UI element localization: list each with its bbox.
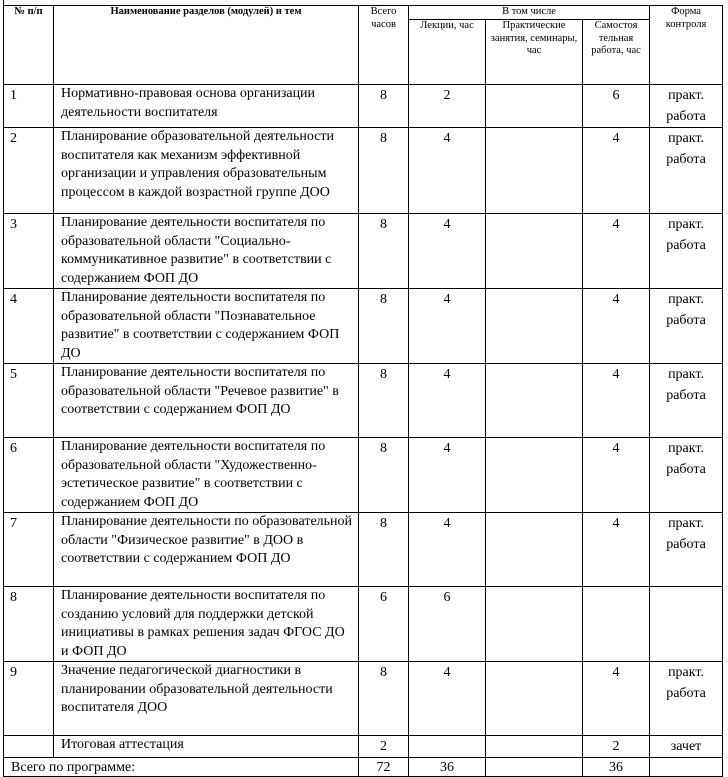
row-total-hours: 8 (359, 289, 409, 364)
row-lectures: 4 (409, 438, 486, 513)
table-row (4, 662, 723, 736)
row-name: Планирование деятельности по образовательной области "Физическое развитие" в ДОО в соответствии с содержанием ФОП ДО (54, 513, 359, 587)
row-self-study: 4 (583, 662, 650, 736)
row-control (650, 587, 723, 662)
row-lectures: 4 (409, 128, 486, 214)
row-num: 1 (4, 85, 54, 128)
header-including: В том числе (409, 6, 650, 20)
table-body (4, 85, 723, 758)
table-row (4, 438, 723, 513)
row-name: Значение педагогической диагностики в планировании образовательной деятельности воспитателя ДОО (54, 662, 359, 736)
row-total-hours: 8 (359, 214, 409, 289)
row-num: 3 (4, 214, 54, 289)
totals-self: 36 (583, 758, 650, 777)
totals-control (650, 758, 723, 777)
totals-row (4, 758, 723, 777)
row-total-hours: 8 (359, 364, 409, 438)
header-control: Форма контроля (650, 6, 723, 85)
row-total-hours: 8 (359, 513, 409, 587)
row-lectures: 4 (409, 513, 486, 587)
header-row (4, 6, 723, 20)
row-control: практ. работа (650, 438, 723, 513)
totals-total: 72 (359, 758, 409, 777)
row-control: практ. работа (650, 128, 723, 214)
row-name: Планирование деятельности воспитателя по образовательной области "Художественно-эстетическое развитие" в соответствии с содержанием ФОП ДО (54, 438, 359, 513)
row-practice (486, 85, 583, 128)
row-name: Итоговая аттестация (54, 736, 359, 758)
header-total-hours: Всего часов (359, 6, 409, 85)
row-self-study: 6 (583, 85, 650, 128)
row-lectures (409, 736, 486, 758)
row-name: Планирование деятельности воспитателя по образовательной области "Речевое развитие" в соответствии с содержанием ФОП ДО (54, 364, 359, 438)
row-total-hours: 6 (359, 587, 409, 662)
row-self-study: 4 (583, 214, 650, 289)
row-practice (486, 364, 583, 438)
table-row (4, 214, 723, 289)
row-num (4, 736, 54, 758)
row-lectures: 4 (409, 214, 486, 289)
header-num: № п/п (4, 6, 54, 85)
row-practice (486, 214, 583, 289)
row-self-study: 2 (583, 736, 650, 758)
table-row (4, 128, 723, 214)
row-practice (486, 289, 583, 364)
header-self-study: Самостоя тельная работа, час (583, 20, 650, 85)
row-control: практ. работа (650, 513, 723, 587)
table-row (4, 736, 723, 758)
row-name: Планирование деятельности воспитателя по созданию условий для поддержки детской инициативы в рамках решения задач ФГОС ДО и ФОП ДО (54, 587, 359, 662)
row-total-hours: 8 (359, 662, 409, 736)
row-control: практ. работа (650, 364, 723, 438)
row-self-study: 4 (583, 128, 650, 214)
row-control: зачет (650, 736, 723, 758)
totals-practice (486, 758, 583, 777)
row-control: практ. работа (650, 662, 723, 736)
table-row (4, 289, 723, 364)
row-name: Нормативно-правовая основа организации деятельности воспитателя (54, 85, 359, 128)
row-self-study (583, 587, 650, 662)
row-control: практ. работа (650, 289, 723, 364)
row-lectures: 4 (409, 662, 486, 736)
row-lectures: 4 (409, 289, 486, 364)
row-num: 7 (4, 513, 54, 587)
totals-label: Всего по программе: (4, 758, 359, 777)
row-total-hours: 2 (359, 736, 409, 758)
row-control: практ. работа (650, 85, 723, 128)
table-row (4, 513, 723, 587)
row-total-hours: 8 (359, 85, 409, 128)
table-row (4, 85, 723, 128)
row-self-study: 4 (583, 513, 650, 587)
row-practice (486, 736, 583, 758)
row-num: 6 (4, 438, 54, 513)
row-num: 8 (4, 587, 54, 662)
row-name: Планирование деятельности воспитателя по образовательной области "Познавательное развитие" в соответствии с содержанием ФОП ДО (54, 289, 359, 364)
row-practice (486, 587, 583, 662)
row-practice (486, 513, 583, 587)
row-practice (486, 662, 583, 736)
curriculum-table (3, 5, 723, 777)
row-lectures: 4 (409, 364, 486, 438)
table-row (4, 364, 723, 438)
header-practice: Практические занятия, семинары, час (486, 20, 583, 85)
row-total-hours: 8 (359, 128, 409, 214)
header-lectures: Лекции, час (409, 20, 486, 85)
row-lectures: 2 (409, 85, 486, 128)
row-self-study: 4 (583, 364, 650, 438)
row-total-hours: 8 (359, 438, 409, 513)
row-self-study: 4 (583, 438, 650, 513)
row-practice (486, 438, 583, 513)
row-num: 2 (4, 128, 54, 214)
row-practice (486, 128, 583, 214)
totals-lectures: 36 (409, 758, 486, 777)
row-name: Планирование образовательной деятельности воспитателя как механизм эффективной организации и управления образовательным процессом в каждой возрастной группе ДОО (54, 128, 359, 214)
row-num: 4 (4, 289, 54, 364)
row-lectures: 6 (409, 587, 486, 662)
row-control: практ. работа (650, 214, 723, 289)
table-row (4, 587, 723, 662)
row-name: Планирование деятельности воспитателя по образовательной области "Социально-коммуникативное развитие" в соответствии с содержанием ФОП ДО (54, 214, 359, 289)
row-num: 5 (4, 364, 54, 438)
header-name: Наименование разделов (модулей) и тем (54, 6, 359, 85)
row-self-study: 4 (583, 289, 650, 364)
row-num: 9 (4, 662, 54, 736)
